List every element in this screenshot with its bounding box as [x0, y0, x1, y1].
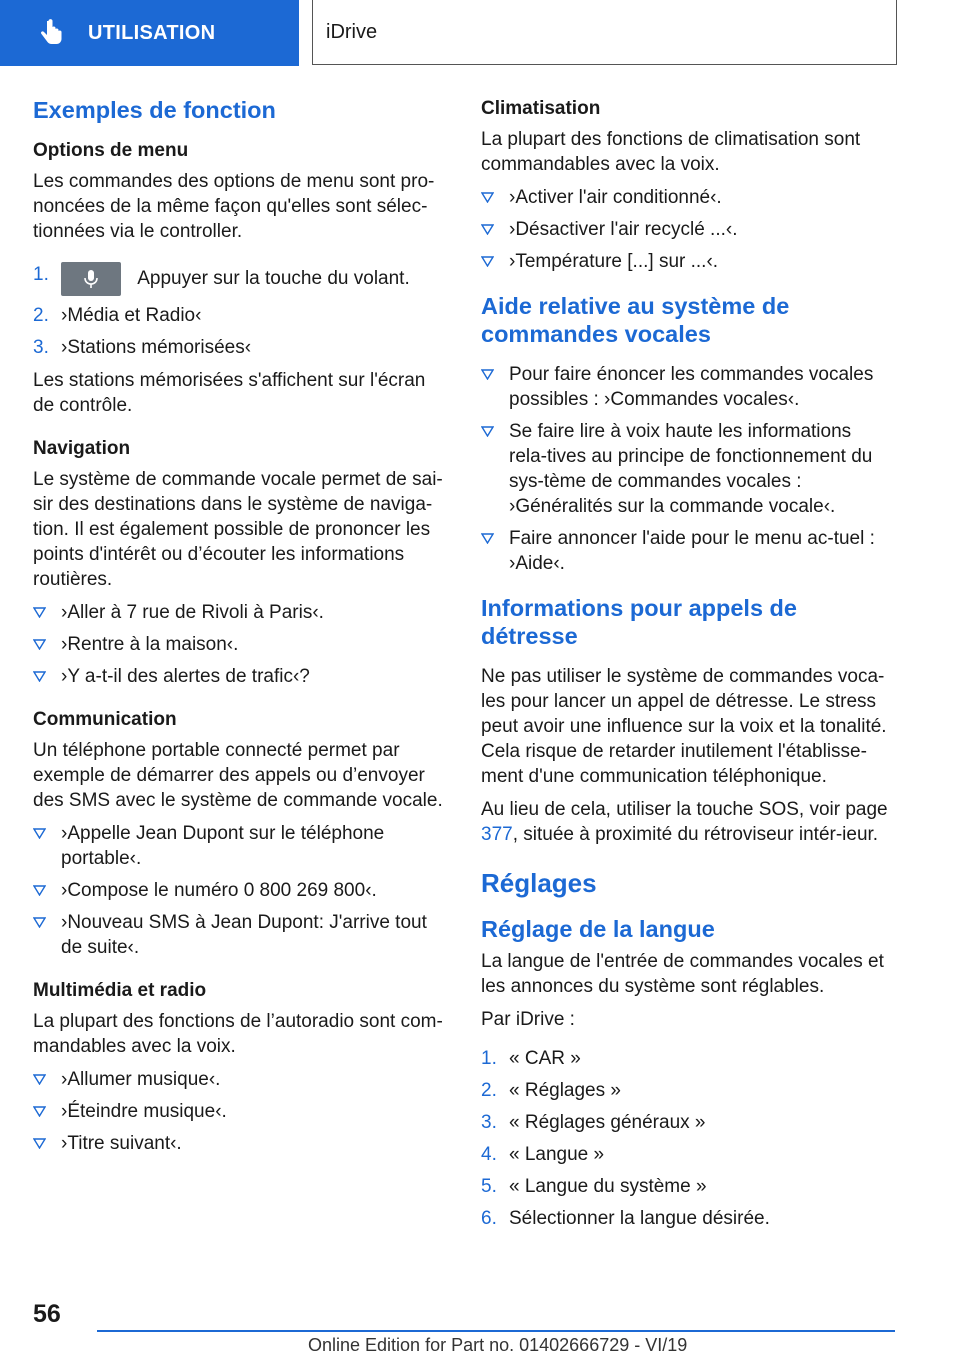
list-item — [33, 821, 443, 871]
step-number: 3. — [481, 1112, 497, 1133]
list-item — [481, 1046, 893, 1071]
hand-pointer-icon — [36, 18, 66, 48]
list-item — [33, 910, 443, 960]
list-item — [33, 632, 443, 657]
list-item — [33, 303, 443, 328]
step-number: 3. — [33, 337, 49, 358]
multimedia-heading: Multimédia et radio — [33, 980, 207, 1001]
list-item-text: ›Titre suivant‹. — [61, 1133, 182, 1154]
via-idrive: Par iDrive : — [481, 1009, 575, 1030]
menu-heading: Options de menu — [33, 140, 189, 161]
navigation-intro: Le système de commande vocale permet de sai-sir des destinations dans le système de naviga-tion. Il est également possible de prononcer les points d'intérêt ou d’écouter les informations routières. — [33, 469, 443, 590]
list-item — [33, 1099, 443, 1124]
list-item — [33, 600, 443, 625]
list-item-text: Faire annoncer l'aide pour le menu ac-tuel : ›Aide‹. — [509, 528, 875, 574]
sos-text-end: , située à proximité du rétroviseur intér-ieur. — [512, 824, 879, 845]
step-number: 4. — [481, 1144, 497, 1165]
list-item-text: ›Aller à 7 rue de Rivoli à Paris‹. — [61, 602, 324, 623]
list-item — [33, 1131, 443, 1156]
list-item-text: ›Appelle Jean Dupont sur le téléphone portable‹. — [61, 823, 385, 869]
menu-outro: Les stations mémorisées s'affichent sur l'écran de contrôle. — [33, 370, 426, 416]
list-item — [481, 217, 893, 242]
navigation-heading: Navigation — [33, 438, 131, 459]
chapter-title: iDrive — [326, 20, 378, 43]
bullet-triangle-icon — [33, 671, 46, 682]
bullet-triangle-icon — [33, 885, 46, 896]
navigation-examples — [33, 600, 443, 689]
voice-help-list — [481, 362, 893, 576]
list-item — [481, 249, 893, 274]
step-number: 1. — [481, 1048, 497, 1069]
list-item — [481, 1174, 893, 1199]
list-item-text: ›Rentre à la maison‹. — [61, 634, 239, 655]
sos-text: Au lieu de cela, utiliser la touche SOS, voir page — [481, 799, 888, 820]
communication-examples — [33, 821, 443, 960]
step-number: 2. — [481, 1080, 497, 1101]
step-text: Sélectionner la langue désirée. — [509, 1208, 770, 1229]
multimedia-examples — [33, 1067, 443, 1156]
list-item — [33, 335, 443, 360]
climate-intro: La plupart des fonctions de climatisation sont commandables avec la voix. — [481, 129, 861, 175]
bullet-triangle-icon — [33, 639, 46, 650]
microphone-icon — [83, 269, 99, 289]
list-item — [481, 1206, 893, 1231]
bullet-triangle-icon — [33, 828, 46, 839]
list-item-text: Pour faire énoncer les commandes vocales possibles : ›Commandes vocales‹. — [509, 364, 874, 410]
climate-examples — [481, 185, 893, 274]
bullet-triangle-icon — [33, 917, 46, 928]
voice-help-title: Aide relative au système de commandes vocales — [481, 293, 790, 347]
communication-intro: Un téléphone portable connecté permet par exemple de démarrer des appels ou d’envoyer des SMS avec le système de commande vocale. — [33, 740, 443, 811]
list-item-text: ›Désactiver l'air recyclé ...‹. — [509, 219, 738, 240]
bullet-triangle-icon — [481, 256, 494, 267]
bullet-triangle-icon — [33, 1106, 46, 1117]
chapter-tab — [312, 0, 897, 65]
footer-divider — [97, 1330, 895, 1332]
page-header — [0, 0, 960, 66]
bullet-triangle-icon — [481, 369, 494, 380]
step-number: 1. — [33, 264, 49, 285]
list-item-text: ›Éteindre musique‹. — [61, 1101, 227, 1122]
list-item-text: ›Nouveau SMS à Jean Dupont: J'arrive tout de suite‹. — [61, 912, 427, 958]
step-number: 6. — [481, 1208, 497, 1229]
emergency-title: Informations pour appels de détresse — [481, 595, 797, 649]
list-item — [33, 664, 443, 689]
communication-heading: Communication — [33, 709, 177, 730]
section-title: UTILISATION — [88, 21, 216, 44]
step-text: ›Stations mémorisées‹ — [61, 337, 252, 358]
climate-heading: Climatisation — [481, 98, 601, 119]
step-text: « Réglages généraux » — [509, 1112, 706, 1133]
step-text: « Langue » — [509, 1144, 605, 1165]
bullet-triangle-icon — [481, 224, 494, 235]
list-item-text: ›Y a-t-il des alertes de trafic‹? — [61, 666, 310, 687]
step-text: ›Média et Radio‹ — [61, 305, 202, 326]
menu-steps — [33, 262, 443, 360]
list-item — [481, 185, 893, 210]
list-item-text: Se faire lire à voix haute les informations rela-tives au principe de fonctionnement du sys-tème de commandes vocales : ›Généralités sur la commande vocale‹. — [509, 421, 873, 517]
right-column — [481, 96, 893, 1239]
list-item-text: ›Compose le numéro 0 800 269 800‹. — [61, 880, 377, 901]
bullet-triangle-icon — [33, 1074, 46, 1085]
step-number: 5. — [481, 1176, 497, 1197]
bullet-triangle-icon — [33, 1138, 46, 1149]
bullet-triangle-icon — [33, 607, 46, 618]
bullet-triangle-icon — [481, 192, 494, 203]
list-item-text: ›Allumer musique‹. — [61, 1069, 221, 1090]
function-examples-title: Exemples de fonction — [33, 97, 276, 123]
list-item — [33, 262, 443, 296]
list-item — [33, 1067, 443, 1092]
page-reference-link[interactable]: 377 — [481, 824, 513, 845]
list-item-text: ›Température [...] sur ...‹. — [509, 251, 719, 272]
voice-button-image — [61, 262, 121, 296]
language-settings-title: Réglage de la langue — [481, 916, 715, 942]
settings-title: Réglages — [481, 868, 597, 898]
step-text: Appuyer sur la touche du volant. — [137, 268, 410, 290]
bullet-triangle-icon — [481, 426, 494, 437]
step-text: « CAR » — [509, 1048, 581, 1069]
multimedia-intro: La plupart des fonctions de l’autoradio sont com-mandables avec la voix. — [33, 1011, 443, 1057]
list-item — [33, 878, 443, 903]
menu-intro: Les commandes des options de menu sont pro-noncées de la même façon qu'elles sont sélec-tionnées via le controller. — [33, 171, 435, 242]
step-number: 2. — [33, 305, 49, 326]
list-item — [481, 1142, 893, 1167]
list-item — [481, 362, 893, 412]
list-item-text: ›Activer l'air conditionné‹. — [509, 187, 722, 208]
bullet-triangle-icon — [481, 533, 494, 544]
list-item — [481, 1078, 893, 1103]
language-steps — [481, 1046, 893, 1231]
step-text: « Langue du système » — [509, 1176, 707, 1197]
edition-footer: Online Edition for Part no. 01402666729 - VI/19 — [308, 1335, 688, 1355]
left-column — [33, 96, 443, 1164]
emergency-sos — [481, 797, 893, 847]
section-tab — [0, 0, 299, 66]
list-item — [481, 526, 893, 576]
step-text: « Réglages » — [509, 1080, 621, 1101]
emergency-warning: Ne pas utiliser le système de commandes voca-les pour lancer un appel de détresse. Le stress peut avoir une influence sur la voix et la tonalité. Cela risque de retarder inutilement l'établisse-ment d'une communication téléphonique. — [481, 666, 887, 787]
list-item — [481, 1110, 893, 1135]
page-number: 56 — [33, 1300, 61, 1328]
language-intro: La langue de l'entrée de commandes vocales et les annonces du système sont réglables. — [481, 951, 884, 997]
list-item — [481, 419, 893, 519]
